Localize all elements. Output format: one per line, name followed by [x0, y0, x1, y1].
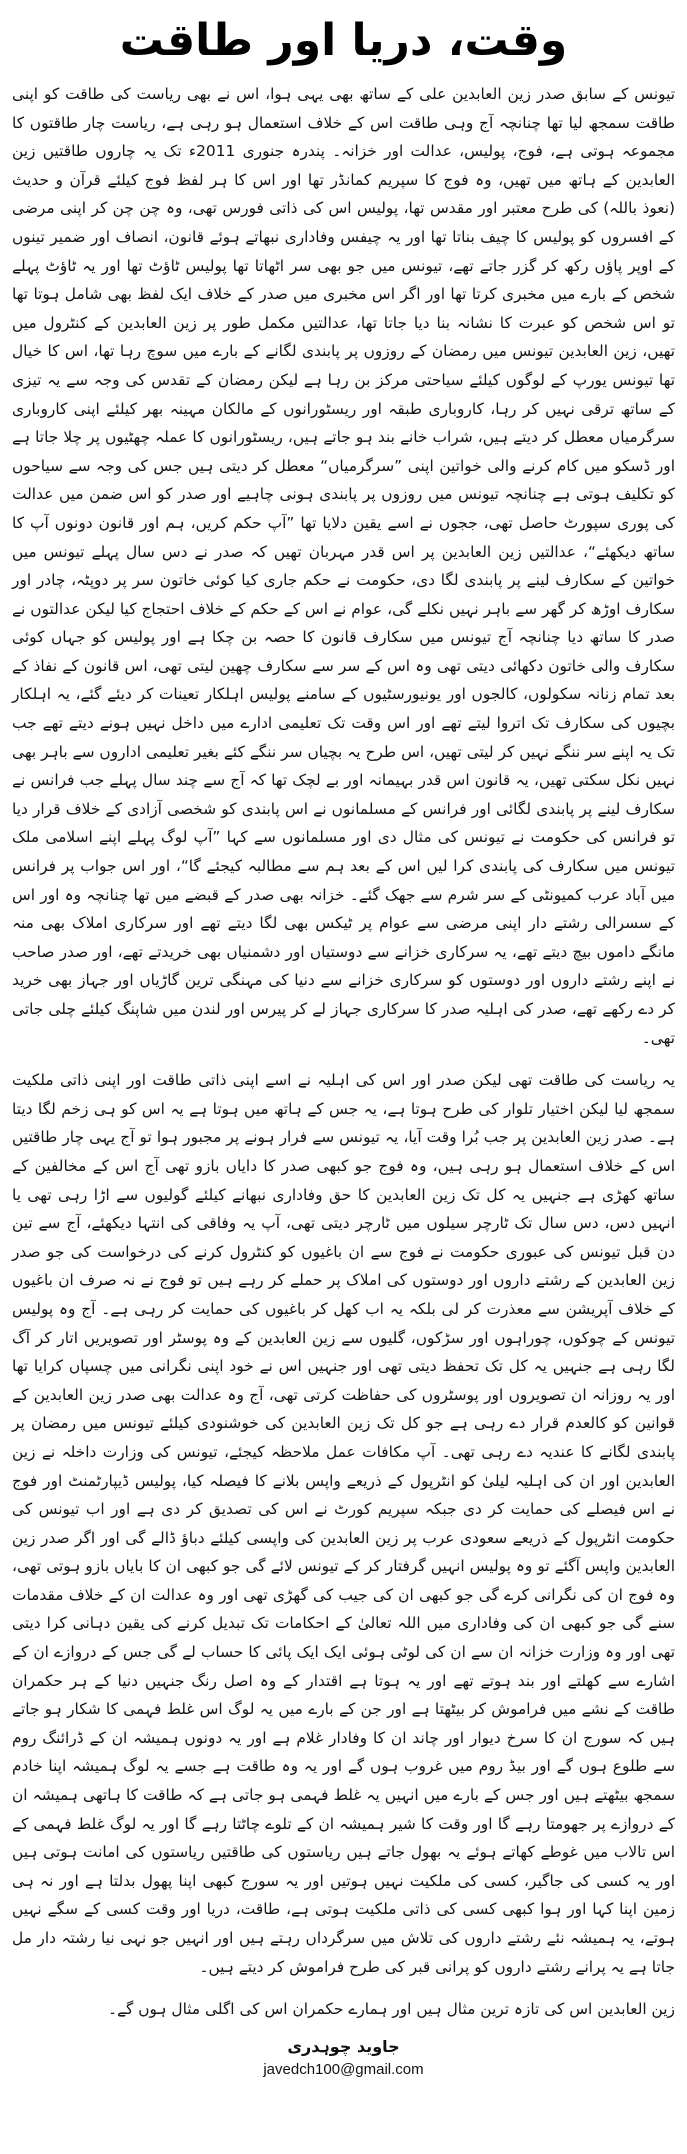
article-body	[12, 80, 675, 2024]
author-name: جاوید چوہدری	[287, 2036, 400, 2056]
article-paragraph: زین العابدین اس کی تازہ ترین مثال ہیں اور ہمارے حکمران اس کی اگلی مثال ہوں گے۔	[107, 2000, 675, 2019]
author-email[interactable]: javedch100@gmail.com	[263, 2060, 424, 2078]
article-headline: وقت، دریا اور طاقت	[119, 15, 568, 66]
article-paragraph: تیونس کے سابق صدر زین العابدین علی کے ساتھ بھی یہی ہوا، اس نے بھی ریاست کی طاقت کو اپنی طاقت سمجھ لیا تھا چنانچہ آج وہی طاقت اس کے خلاف استعمال ہو رہی ہے، ریاست چار طاقتوں کا مجموعہ ہوتی ہے، فوج، پولیس، عدالت اور خزانہ۔ پندرہ جنوری 2011ء تک یہ چاروں طاقتیں زین العابدین کے ہاتھ میں تھیں، وہ فوج کا سپریم کمانڈر تھا اور اس کا ہر لفظ فوج کیلئے قرآن و حدیث (نعوذ باللہ) کی طرح معتبر اور مقدس تھا، پولیس اس کی ذاتی فورس تھی، وہ چن چن کر اپنی مرضی کے افسروں کو پولیس کا چیف بناتا تھا اور یہ چیفس وفاداری نبھاتے ہوئے قانون، انصاف اور ضمیر تینوں کے اوپر پاؤں رکھ کر گزر جاتے تھے، تیونس میں جو بھی سر اٹھاتا تھا پولیس ٹاؤٹ تھا اور یہ ٹاؤٹ پہلے شخص کے بارے میں مخبری کرتا تھا اور اگر اس مخبری میں صدر کے خلاف ایک لفظ بھی شامل ہوتا تھا تو اس شخص کو عبرت کا نشانہ بنا دیا جاتا تھا، عدالتیں مکمل طور پر زین العابدین کے کنٹرول میں تھیں، زین العابدین تیونس میں رمضان کے روزوں پر پابندی لگانے کے بارے میں سوچ رہا تھا، اس کا خیال تھا تیونس یورپ کے لوگوں کیلئے سیاحتی مرکز بن رہا ہے لیکن رمضان کے تقدس کی وجہ سے یہ تیزی کے ساتھ ترقی نہیں کر رہا، کاروباری طبقہ اور ریسٹورانوں کے مالکان مہینہ بھر کیلئے اپنی کاروباری سرگرمیاں معطل کر دیتے ہیں، شراب خانے بند ہو جاتے ہیں، ریسٹورانوں کا عملہ چھٹیوں پر چلا جاتا ہے اور ڈسکو میں کام کرنے والی خواتین اپنی ”سرگرمیاں“ معطل کر دیتی ہیں جس کی وجہ سے سیاحوں کو تکلیف ہوتی ہے چنانچہ تیونس میں روزوں پر پابندی ہونی چاہیے اور صدر کو اس ضمن میں عدالت کی پوری سپورٹ حاصل تھی، ججوں نے اسے یقین دلایا تھا ”آپ حکم کریں، ہم اور قانون دونوں آپ کا ساتھ دیکھئے“، عدالتیں زین العابدین پر اس قدر مہربان تھیں کہ صدر نے دس سال پہلے تیونس میں خواتین کے سکارف لینے پر پابندی لگا دی، حکومت نے حکم جاری کیا کوئی خاتون سر پر دوپٹہ، چادر اور سکارف اوڑھ کر گھر سے باہر نہیں نکلے گی، عوام نے اس کے حکم کے خلاف احتجاج کیا لیکن عدالتوں نے صدر کا ساتھ دیا چنانچہ آج تیونس میں سکارف قانون کا حصہ بن چکا ہے اور پولیس کو جہاں کوئی سکارف والی خاتون دکھائی دیتی تھی وہ اس کے سر سے سکارف چھین لیتی تھی، اس قانون کے نفاذ کے بعد تمام زنانہ سکولوں، کالجوں اور یونیورسٹیوں کے سامنے پولیس اہلکار تعینات کر دیئے گئے، یہ اہلکار بچیوں کی سکارف تک اتروا لیتے تھے اور اس وقت تک تعلیمی ادارے میں داخل نہیں ہونے دیتے تھے جب تک یہ اپنے سر ننگے نہیں کر لیتی تھیں، اس طرح یہ بچیاں سر ننگے کئے بغیر تعلیمی اداروں سے باہر بھی نہیں نکل سکتی تھیں، یہ قانون اس قدر بہیمانہ اور بے لچک تھا کہ آج سے چند سال پہلے جب فرانس نے سکارف لینے پر پابندی لگائی اور فرانس کے مسلمانوں نے اس پابندی کو شخصی آزادی کے خلاف قرار دیا تو فرانس کی حکومت نے تیونس کی مثال دی اور مسلمانوں سے کہا ”آپ لوگ پہلے اپنے اسلامی ملک تیونس میں سکارف کی پابندی کرا لیں اس کے بعد ہم سے مطالبہ کیجئے گا“، اور اس جواب پر فرانس میں آباد عرب کمیونٹی کے سر شرم سے جھک گئے۔ خزانہ بھی صدر کے قبضے میں تھا چنانچہ وہ اور اس کے سسرالی رشتے دار اپنی مرضی سے عوام پر ٹیکس بھی لگا دیتے تھے اور سرکاری املاک بھی منہ مانگے داموں بیچ دیتے تھے، یہ سرکاری خزانے سے دوستیاں اور دشمنیاں بھی خریدتے تھے، اور صدر صاحب نے اپنے رشتے داروں اور دوستوں کو سرکاری خزانے سے دنیا کی مہنگی ترین گاڑیاں اور جہاز بھی خرید کر دے رکھے تھے، صدر کی اہلیہ صدر کا سرکاری جہاز لے کر پیرس اور لندن میں شاپنگ کیلئے چلی جاتی تھی۔	[12, 85, 675, 1047]
article-paragraph: یہ ریاست کی طاقت تھی لیکن صدر اور اس کی اہلیہ نے اسے اپنی ذاتی طاقت اور اپنی ذاتی ملکیت سمجھ لیا لیکن اختیار تلوار کی طرح ہوتا ہے، یہ جس کے ہاتھ میں ہوتا ہے یہ اس کو ہی زخم لگا دیتا ہے۔ صدر زین العابدین پر جب بُرا وقت آیا، یہ تیونس سے فرار ہونے پر مجبور ہوا تو آج یہی چار طاقتیں اس کے خلاف استعمال ہو رہی ہیں، وہ فوج جو کبھی صدر کا دایاں بازو تھی آج اس کے مخالفین کے ساتھ کھڑی ہے جنہیں یہ کل تک زین العابدین کا حق وفاداری نبھانے کیلئے گولیوں سے اڑا رہی تھی یا انہیں دس، دس سال تک ٹارچر سیلوں میں ٹارچر دیتی تھی، آپ یہ وفاقی کی انتہا دیکھئے، آج سے تین دن قبل تیونس کی عبوری حکومت نے فوج سے ان باغیوں کو کنٹرول کرنے کی درخواست کی جو صدر زین العابدین کے رشتے داروں اور دوستوں کی املاک پر حملے کر رہے ہیں تو فوج نے نہ صرف ان باغیوں کے خلاف آپریشن سے معذرت کر لی بلکہ یہ اب کھل کر باغیوں کی حمایت کر رہی ہے۔ آج وہ پولیس تیونس کے چوکوں، چوراہوں اور سڑکوں، گلیوں سے زین العابدین کے وہ پوسٹر اور تصویریں اتار کر آگ لگا رہی ہے جنہیں یہ کل تک تحفظ دیتی تھی اور جنہیں اس نے خود اپنی نگرانی میں چسپاں کرایا تھا اور یہ روزانہ ان تصویروں اور پوسٹروں کی حفاظت کرتی تھی، آج وہ عدالت بھی صدر زین العابدین کے قوانین کو کالعدم قرار دے رہی ہے جو کل تک زین العابدین کی خوشنودی کیلئے تیونس میں رمضان پر پابندی لگانے کا عندیہ دے رہی تھی۔ آپ مکافات عمل ملاحظہ کیجئے، تیونس کی وزارت داخلہ نے زین العابدین اور ان کی اہلیہ لیلیٰ کو انٹرپول کے ذریعے واپس بلانے کا فیصلہ کیا، پولیس ڈیپارٹمنٹ اور فوج نے اس فیصلے کی حمایت کر دی جبکہ سپریم کورٹ نے اس کی تصدیق کر دی ہے اور اب تیونس کی حکومت انٹرپول کے ذریعے سعودی عرب پر زین العابدین کی واپسی کیلئے دباؤ ڈالے گی اور اگر صدر زین العابدین واپس آگئے تو وہ پولیس انہیں گرفتار کر کے تیونس لائے گی جو کبھی ان کا بایاں بازو ہوتی تھی، وہ فوج ان کی نگرانی کرے گی جو کبھی ان کی جیب کی گھڑی تھی اور وہ عدالت ان کے خلاف مقدمات سنے گی جو کبھی ان کی وفاداری میں اللہ تعالیٰ کے احکامات تک تبدیل کرنے کی یقین دہانی کرا دیتی تھی اور وہ وزارت خزانہ ان سے ان کی لوٹی ہوئی ایک ایک پائی کا حساب لے گی جس کے دروازے ان کے اشارے سے کھلتے اور بند ہوتے تھے اور یہ ہوتا ہے اقتدار کے وہ اصل رنگ جنہیں دنیا کے ہر حکمران طاقت کے نشے میں فراموش کر بیٹھتا ہے اور جن کے بارے میں یہ لوگ اس غلط فہمی کا شکار ہو جاتے ہیں کہ سورج ان کا سرخ دیوار اور چاند ان کا وفادار غلام ہے اور یہ دونوں ہمیشہ ان کے ڈرائنگ روم سے طلوع ہوں گے اور بیڈ روم میں غروب ہوں گے اور یہ وہ طاقت ہے جسے یہ لوگ ہمیشہ اپنا خادم سمجھ بیٹھتے ہیں اور جس کے بارے میں انہیں یہ غلط فہمی ہو جاتی ہے کہ طاقت کا ہاتھی ہمیشہ ان کے دروازے پر جھومتا رہے گا اور وقت کا شیر ہمیشہ ان کے تلوے چاٹتا رہے گا اور یہ لوگ غلط فہمی کے اس تالاب میں غوطے کھاتے ہوئے یہ بھول جاتے ہیں ریاستوں کی طاقتیں ریاستوں کی امانت ہوتی ہیں اور یہ کسی کی جاگیر، کسی کی ملکیت نہیں ہوتیں اور یہ سورج کبھی اپنا پھول بدلتا ہے اور نہ ہی زمین اپنا کہا اور ہوا کبھی کسی کی ذاتی ملکیت ہوتی ہے، طاقت، دریا اور وقت کسی کے سگے نہیں ہوتے، یہ ہمیشہ نئے رشتے داروں کی تلاش میں سرگرداں رہتے ہیں اور انہیں جو نہی نیا رشتہ دار مل جاتا ہے یہ پرانے رشتے داروں کو پرانی قبر کی طرح فراموش کر دیتے ہیں۔	[12, 1071, 675, 1976]
